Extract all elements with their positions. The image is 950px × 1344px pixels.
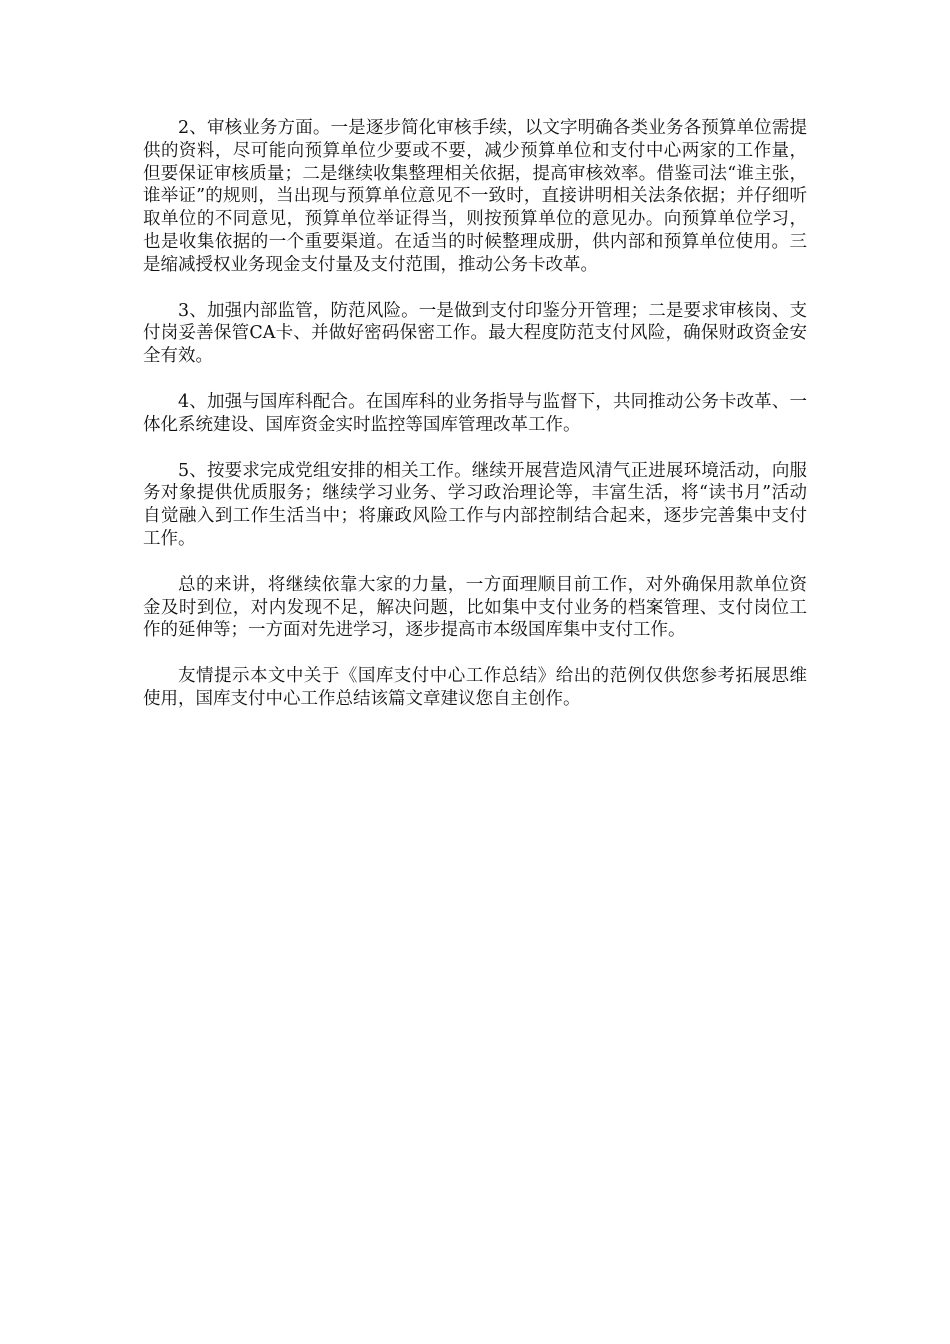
paragraph-friendly-tip: 友情提示本文中关于《国库支付中心工作总结》给出的范例仅供您参考拓展思维使用，国库支付中心工作总结该篇文章建议您自主创作。 (143, 666, 807, 709)
document-body (143, 117, 807, 734)
paragraph-party-work: 5、按要求完成党组安排的相关工作。继续开展营造风清气正进展环境活动，向服务对象提供优质服务；继续学习业务、学习政治理论等，丰富生活，将“读书月”活动自觉融入到工作生活当中；将廉政风险工作与内部控制结合起来，逐步完善集中支付工作。 (143, 460, 807, 549)
paragraph-summary: 总的来讲，将继续依靠大家的力量，一方面理顺目前工作，对外确保用款单位资金及时到位，对内发现不足，解决问题，比如集中支付业务的档案管理、支付岗位工作的延伸等；一方面对先进学习，逐步提高市本级国库集中支付工作。 (143, 574, 807, 641)
paragraph-internal-supervision: 3、加强内部监管，防范风险。一是做到支付印鉴分开管理；二是要求审核岗、支付岗妥善保管CA卡、并做好密码保密工作。最大程度防范支付风险，确保财政资金安全有效。 (143, 300, 807, 367)
paragraph-treasury-cooperation: 4、加强与国库科配合。在国库科的业务指导与监督下，共同推动公务卡改革、一体化系统建设、国库资金实时监控等国库管理改革工作。 (143, 391, 807, 435)
paragraph-audit-business: 2、审核业务方面。一是逐步简化审核手续，以文字明确各类业务各预算单位需提供的资料，尽可能向预算单位少要或不要，减少预算单位和支付中心两家的工作量，但要保证审核质量；二是继续收集整理相关依据，提高审核效率。借鉴司法“谁主张，谁举证”的规则，当出现与预算单位意见不一致时，直接讲明相关法条依据；并仔细听取单位的不同意见，预算单位举证得当，则按预算单位的意见办。向预算单位学习，也是收集依据的一个重要渠道。在适当的时候整理成册，供内部和预算单位使用。三是缩减授权业务现金支付量及支付范围，推动公务卡改革。 (143, 118, 807, 275)
